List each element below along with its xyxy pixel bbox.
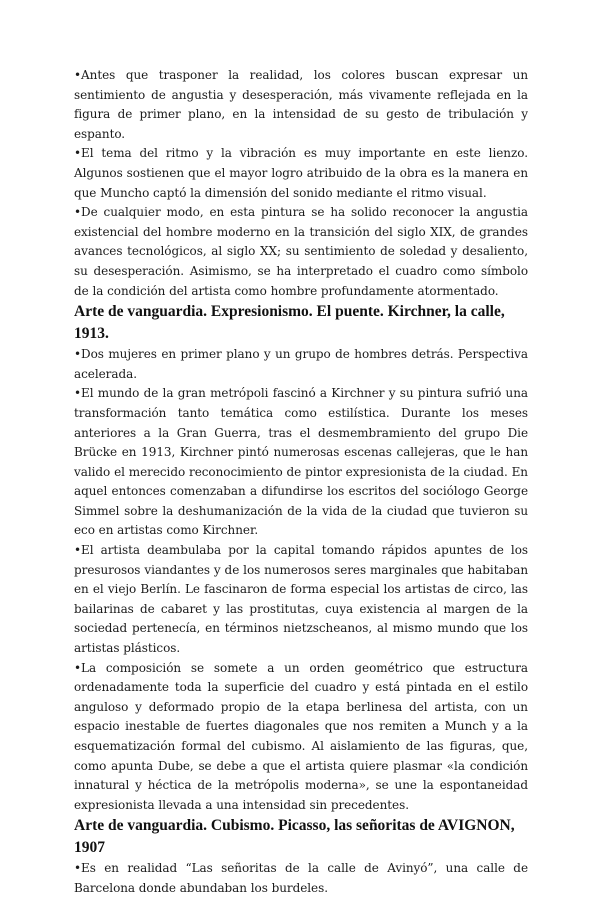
paragraph-composition: •La composición se somete a un orden geométrico que estructura ordenadamente toda la superficie del cuadro y está pintada en el estilo anguloso y deformado propio de la etapa berlinesa del artista, con un espacio inestable de fuertes diagonales que nos remiten a Munch y a la esquematización formal del cubismo. Al aislamiento de las figuras, que, como apunta Dube, se debe a que el artista quiere plasmar «la condición innatural y héctica de la metrópolis moderna», se une la espontaneidad expresionista llevada a una intensidad sin precedentes.	[74, 660, 528, 812]
paragraph-rhythm-vibration: •El tema del ritmo y la vibración es muy importante en este lienzo. Algunos sostienen que el mayor logro atribuido de la obra es la manera en que Muncho captó la dimensión del sonido mediante el ritmo visual.	[74, 146, 528, 200]
paragraph-existential-anguish: •De cualquier modo, en esta pintura se ha solido reconocer la angustia existencial del hombre moderno en la transición del siglo XIX, de grandes avances tecnológicos, al siglo XX; su sentimiento de soledad y desaliento, su desesperación. Asimismo, se ha interpretado el cuadro como símbolo de la condición del artista como hombre profundamente atormentado.	[74, 205, 528, 298]
section-heading-expressionism: Arte de vanguardia. Expresionismo. El puente. Kirchner, la calle, 1913.	[74, 303, 505, 343]
paragraph-avinyo-street: •Es en realidad “Las señoritas de la calle de Avinyó”, una calle de Barcelona donde abundaban los burdeles.	[74, 861, 528, 895]
paragraph-color-anguish: •Antes que trasponer la realidad, los colores buscan expresar un sentimiento de angustia y desesperación, más vivamente reflejada en la figura de primer plano, en la intensidad de su gesto de tribulación y espanto.	[74, 68, 528, 141]
section-heading-cubism: Arte de vanguardia. Cubismo. Picasso, las señoritas de AVIGNON, 1907	[74, 817, 515, 857]
paragraph-artist-berlin: •El artista deambulaba por la capital tomando rápidos apuntes de los presurosos viandantes y de los numerosos seres marginales que habitaban en el viejo Berlín. Le fascinaron de forma especial los artistas de circo, las bailarinas de cabaret y las prostitutas, cuya existencia al margen de la sociedad pertenecía, en términos nietzscheanos, al mismo mundo que los artistas plásticos.	[74, 543, 528, 656]
paragraph-two-women: •Dos mujeres en primer plano y un grupo de hombres detrás. Perspectiva acelerada.	[74, 347, 528, 381]
paragraph-metropolis: •El mundo de la gran metrópoli fascinó a Kirchner y su pintura sufrió una transformación tanto temática como estilística. Durante los meses anteriores a la Gran Guerra, tras el desmembramiento del grupo Die Brücke en 1913, Kirchner pintó numerosas escenas callejeras, que le han valido el merecido reconocimiento de pintor expresionista de la ciudad. En aquel entonces comenzaban a difundirse los escritos del sociólogo George Simmel sobre la deshumanización de la vida de la ciudad que tuvieron su eco en artistas como Kirchner.	[74, 386, 528, 538]
